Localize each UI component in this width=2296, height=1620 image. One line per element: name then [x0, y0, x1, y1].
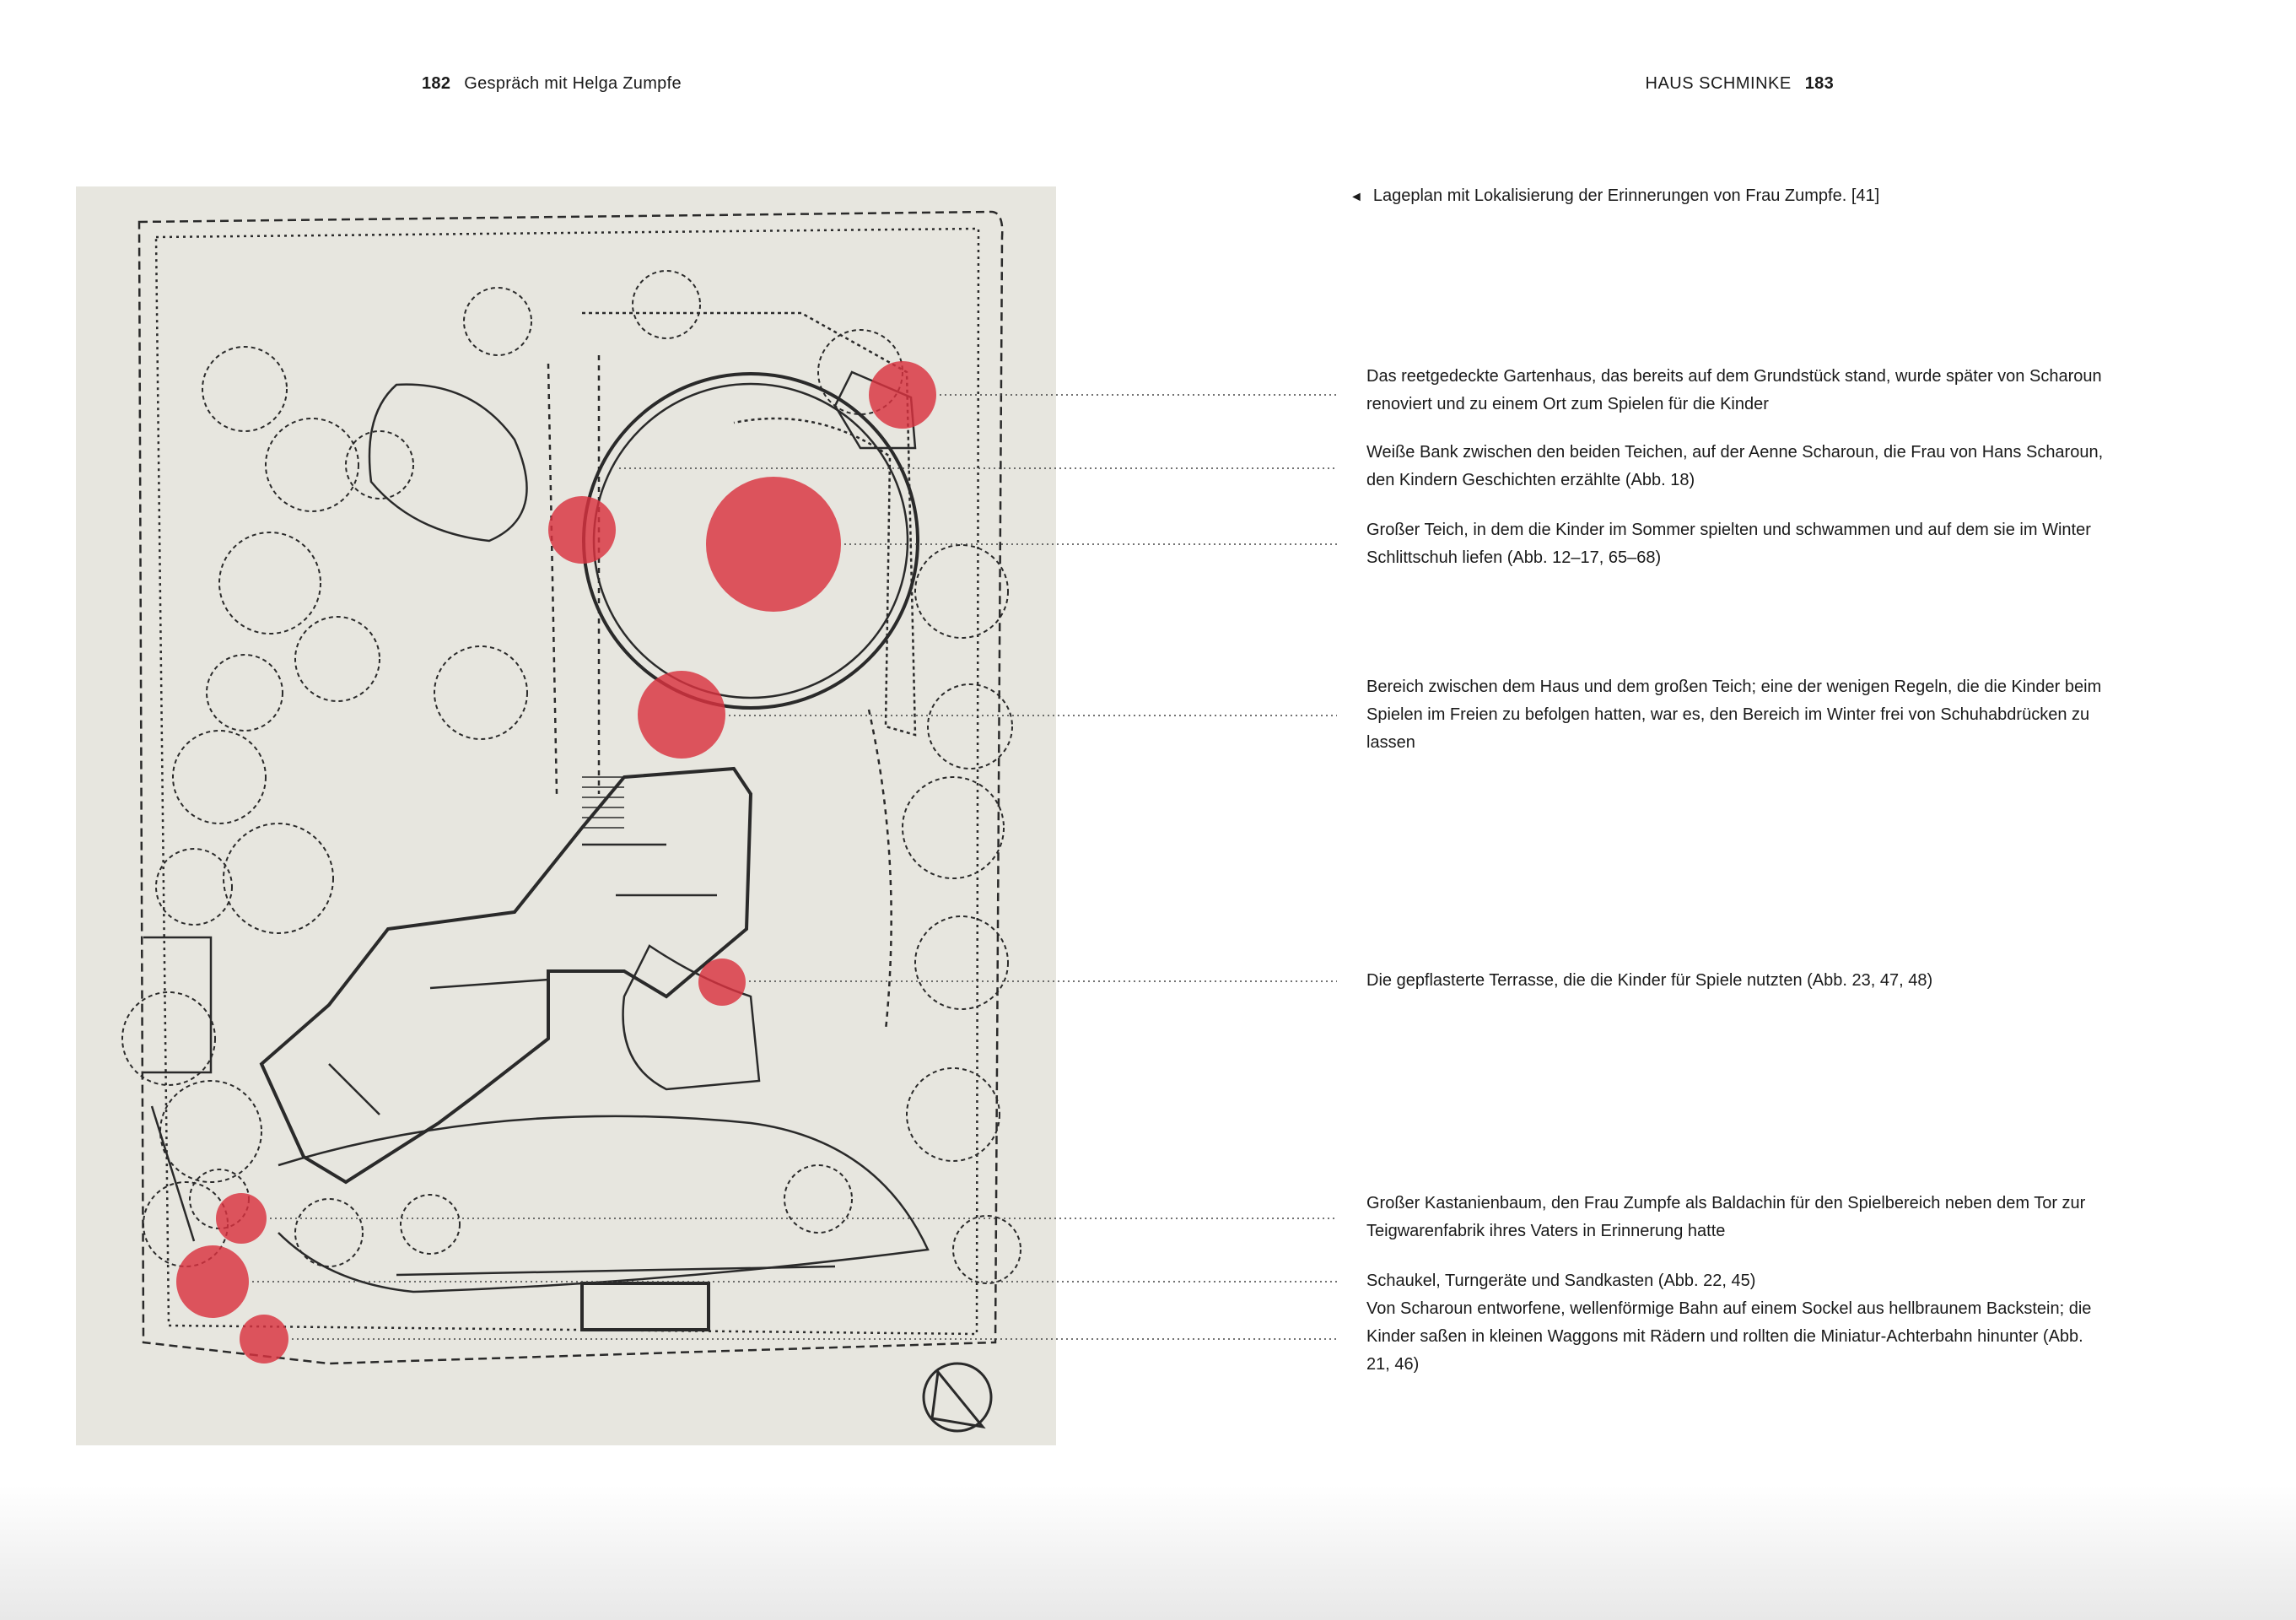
left-page-number: 182 — [422, 74, 451, 93]
left-page-header — [422, 74, 682, 94]
garden-house-outline — [835, 372, 915, 448]
tree-canopies — [122, 271, 1021, 1283]
note-swing-sandbox: Schaukel, Turngeräte und Sandkasten (Abb. 22, 45) — [1366, 1272, 1756, 1290]
roller-coaster-track — [582, 1283, 709, 1330]
small-pond-outline — [369, 385, 527, 541]
figure-caption-text: Lageplan mit Lokalisierung der Erinnerungen von Frau Zumpfe. [41] — [1372, 186, 1880, 205]
right-running-title: HAUS SCHMINKE — [1645, 74, 1792, 93]
note-white-bench: Weiße Bank zwischen den beiden Teichen, auf der Aenne Scharoun, die Frau von Hans Scharoun, den Kindern Geschichten erzählte (Abb. 18) — [1366, 443, 2104, 489]
left-running-title: Gespräch mit Helga Zumpfe — [464, 74, 682, 93]
right-page-number: 183 — [1804, 74, 1834, 93]
page-bottom-shadow — [0, 1485, 2296, 1620]
note-chestnut-tree: Großer Kastanienbaum, den Frau Zumpfe als Baldachin für den Spielbereich neben dem Tor zur Teigwarenfabrik ihres Vaters in Erinnerung hatte — [1366, 1194, 2086, 1240]
site-plan-drawing — [76, 186, 1056, 1445]
large-pond-outline — [584, 374, 918, 708]
note-garden-house: Das reetgedeckte Gartenhaus, das bereits auf dem Grundstück stand, wurde später von Scharoun renoviert und zu einem Ort zum Spielen für die Kinder — [1366, 367, 2102, 413]
note-paved-terrace: Die gepflasterte Terrasse, die die Kinder für Spiele nutzten (Abb. 23, 47, 48) — [1366, 971, 1933, 990]
note-roller-coaster: Von Scharoun entworfene, wellenförmige Bahn auf einem Sockel aus hellbraunem Backstein; die Kinder saßen in kleinen Waggons mit Rädern und rollten die Miniatur-Achterbahn hinunter (Abb. 21, 46) — [1366, 1299, 2092, 1374]
caption-pointer-icon: ◄ — [1350, 190, 1363, 204]
paved-terrace-outline — [623, 946, 759, 1089]
north-arrow — [924, 1364, 991, 1431]
property-boundary — [139, 212, 1002, 1364]
note-area-house-pond: Bereich zwischen dem Haus und dem großen Teich; eine der wenigen Regeln, die die Kinder beim Spielen im Freien zu befolgen hatten, war es, den Bereich im Winter frei von Schuhabdrücken zu lassen — [1366, 678, 2102, 752]
figure-caption — [1350, 184, 1879, 209]
right-page-header — [1646, 74, 1834, 94]
note-large-pond: Großer Teich, in dem die Kinder im Sommer spielten und schwammen und auf dem sie im Winter Schlittschuh liefen (Abb. 12–17, 65–68) — [1366, 521, 2091, 567]
